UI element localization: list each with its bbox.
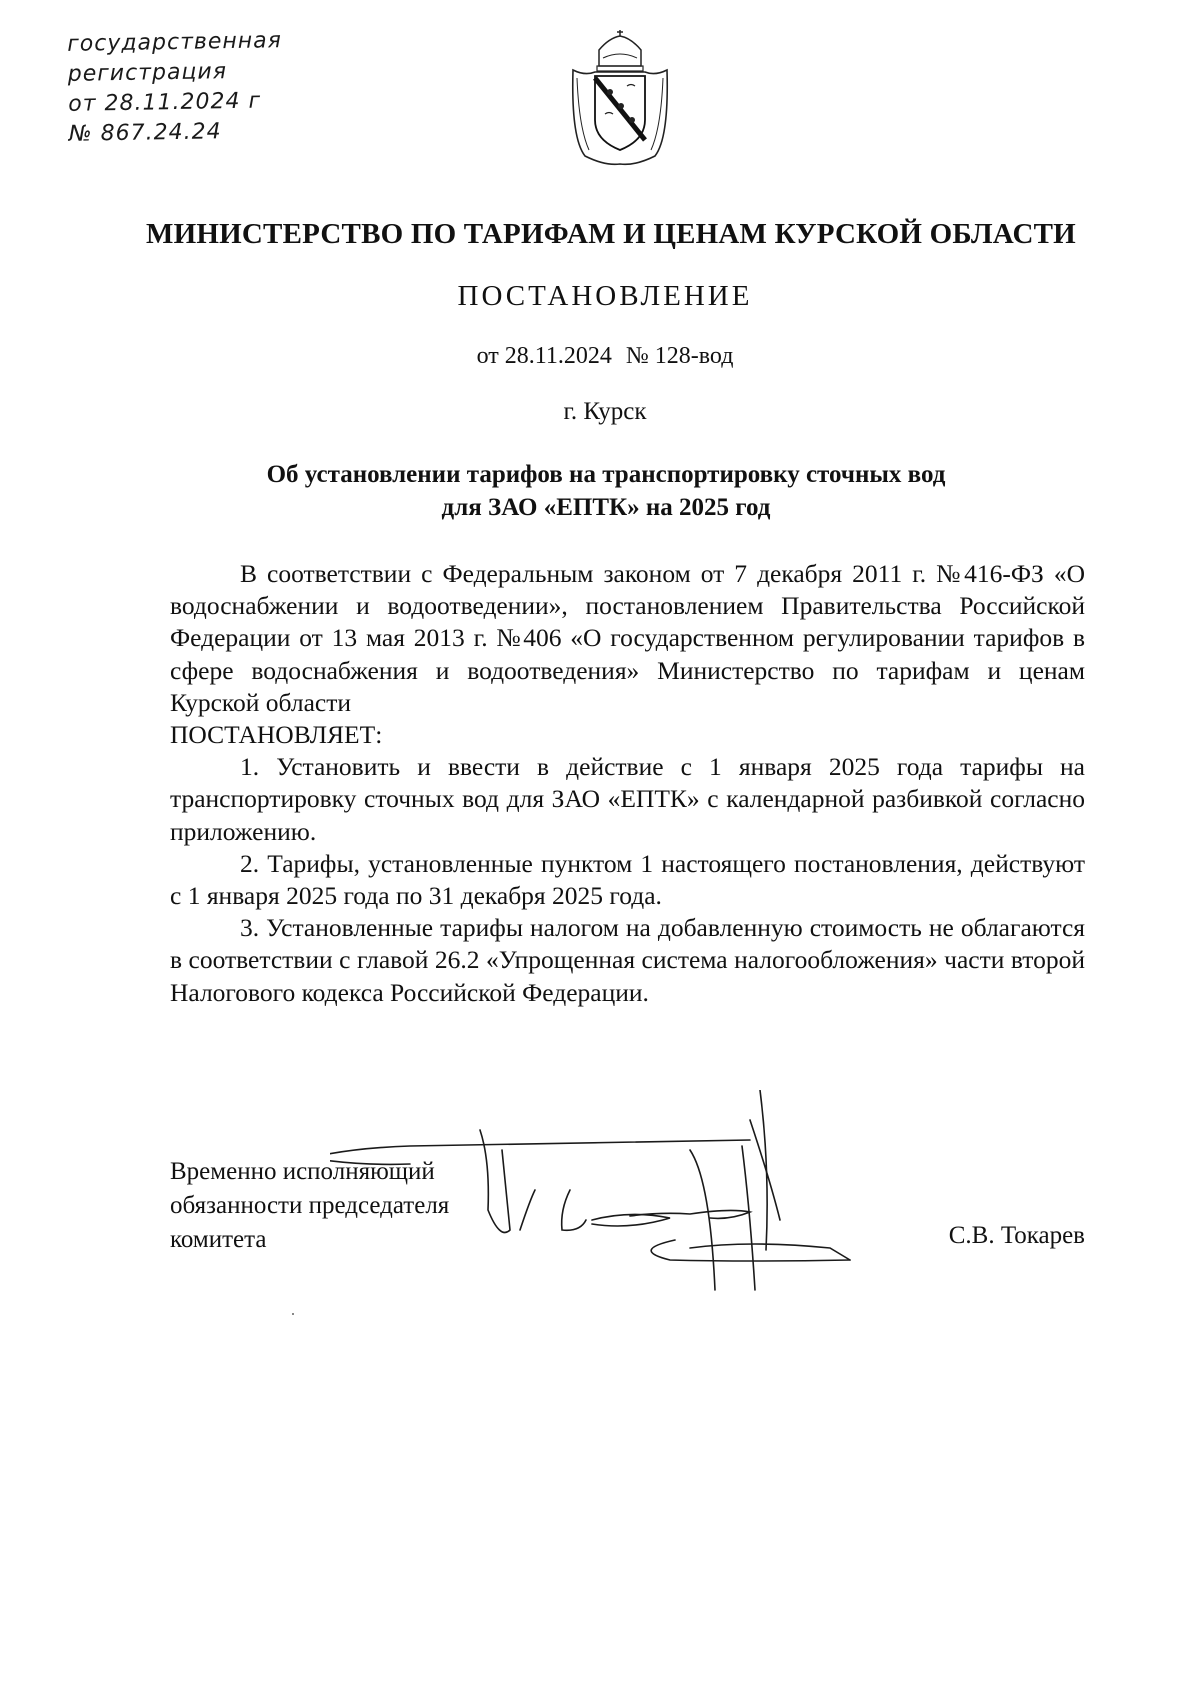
document-title — [0, 458, 1200, 524]
document-city: г. Курск — [563, 398, 647, 425]
document-date: от 28.11.2024 — [476, 343, 612, 369]
scan-speck — [292, 1313, 294, 1315]
document-number: № 128-вод — [625, 343, 734, 369]
ministry-name: МИНИСТЕРСТВО ПО ТАРИФАМ И ЦЕНАМ КУРСКОЙ ОБЛАСТИ — [146, 218, 1076, 250]
registration-note-line: № 867.24.24 — [68, 119, 222, 147]
signer-name: С.В. Токарев — [948, 1222, 1085, 1249]
clause-3: 3. Установленные тарифы налогом на добавленную стоимость не облагаются в соответствии с главой 26.2 «Упрощенная система налогообложения» части второй Налогового кодекса Российской Федерации. — [170, 913, 1085, 1007]
handwritten-signature — [330, 1090, 950, 1300]
registration-note-line: от 28.11.2024 г — [68, 88, 262, 117]
document-body — [170, 558, 1085, 1009]
signer-position-line: Временно исполняющий — [170, 1158, 435, 1185]
signer-position-line: обязанности председателя — [170, 1192, 450, 1219]
decree-word: ПОСТАНОВЛЯЕТ: — [170, 720, 383, 750]
signer-position-line: комитета — [170, 1226, 267, 1253]
registration-note-line: регистрация — [67, 59, 228, 87]
document-title-line: Об установлении тарифов на транспортировку сточных вод — [266, 461, 946, 488]
clause-2: 2. Тарифы, установленные пунктом 1 настоящего постановления, действуют с 1 января 2025 года по 31 декабря 2025 года. — [170, 848, 1085, 911]
preamble-paragraph: В соответствии с Федеральным законом от 7 декабря 2011 г. №416-ФЗ «О водоснабжении и водоотведении», постановлением Правительства Российской Федерации от 13 мая 2013 г. №406 «О государственном регулировании тарифов в сфере водоснабжения и водоотведения» Министерство по тарифам и ценам Курской области — [170, 559, 1085, 717]
document-title-line: для ЗАО «ЕПТК» на 2025 год — [441, 494, 771, 521]
clause-1: 1. Установить и ввести в действие с 1 января 2025 года тарифы на транспортировку сточных вод для ЗАО «ЕПТК» с календарной разбивкой согласно приложению. — [170, 752, 1085, 846]
kursk-coat-of-arms-icon — [565, 28, 675, 168]
document-type: ПОСТАНОВЛЕНИЕ — [457, 280, 753, 312]
handwritten-registration-note — [67, 26, 284, 150]
registration-note-line: государственная — [67, 28, 283, 57]
document-date-number — [0, 343, 1200, 370]
